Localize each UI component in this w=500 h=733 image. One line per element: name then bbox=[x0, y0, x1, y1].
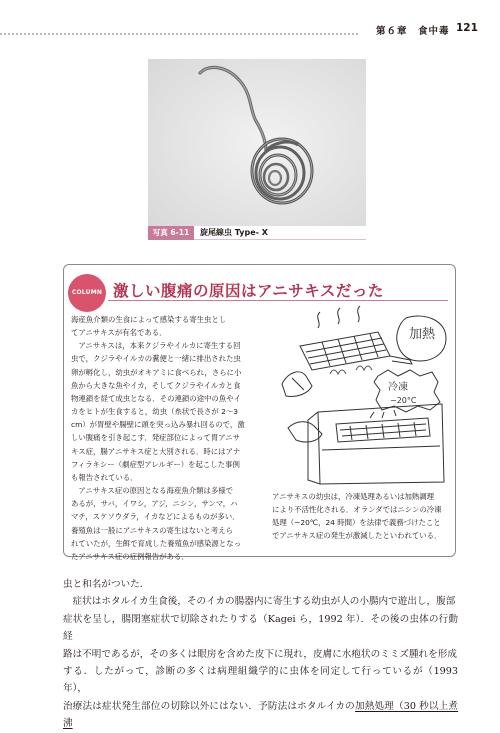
body-line: 路は不明であるが，その多くは眼房を含めた皮下に現れ，皮膚に水疱状のミミズ腫れを形成 bbox=[63, 648, 457, 660]
body-text bbox=[63, 576, 458, 733]
column-line: 海産魚介類の生食によって感染する寄生虫とし bbox=[71, 315, 227, 324]
column-line: cm）が胃壁や腸壁に頭を突っ込み暴れ回るので，激 bbox=[71, 420, 245, 430]
illus-caption-line: 処理（−20℃，24 時間）を法律で義務づけたこと bbox=[272, 518, 441, 528]
column-line: 物連鎖を経て成虫となる．その連鎖の途中の魚やイ bbox=[71, 393, 241, 403]
illustration-caption bbox=[272, 490, 450, 543]
column-line: キス症，腸アニサキス症と大別される．時にはアナ bbox=[71, 446, 241, 456]
body-underlined-text: 加熱処理（30 秒以上煮沸 bbox=[63, 700, 459, 730]
column-line: アニサキス症の原因となる海産魚介類は多様で bbox=[71, 486, 234, 496]
illus-temp-label: −20°C bbox=[390, 396, 417, 405]
body-line: 症状はホタルイカ生食後，そのイカの腸器内に寄生する幼虫が人の小腸内で遊出し，腹部 bbox=[63, 596, 456, 608]
body-line: 虫と和名がついた． bbox=[63, 579, 150, 590]
column-line: も報告されている． bbox=[71, 472, 138, 482]
column-line: 養殖魚は一般にアニサキスの寄生はないと考えら bbox=[71, 525, 234, 535]
column-line: れていたが，生餌で育成した養殖魚が感染源となっ bbox=[71, 538, 241, 548]
column-line: 魚から大きな魚やイカ，そしてクジラやイルカと食 bbox=[71, 380, 241, 390]
body-line-last bbox=[63, 698, 458, 733]
column-badge: COLUMN bbox=[68, 274, 106, 312]
body-line: する．したがって，診断の多くは病理組織学的に虫体を同定して行っているが（1993 年）， bbox=[63, 666, 458, 695]
body-line: 症状を呈し，腸閉塞症状で切除されたりする（Kagei ら，1992 年）．その後の虫体の行動経 bbox=[63, 613, 458, 643]
column-line: てアニサキスが有名である． bbox=[71, 328, 167, 338]
illus-freeze-label: 冷凍 bbox=[388, 382, 408, 393]
illus-caption-line: でアニサキス症の発生が激減したといわれている． bbox=[272, 531, 442, 541]
photo-caption-text: 旋尾線虫 Type- X bbox=[200, 228, 268, 237]
worm-photo bbox=[148, 59, 366, 226]
cooking-freezing-illustration bbox=[278, 312, 450, 484]
photo-caption bbox=[148, 226, 366, 240]
column-line: フィラキシー（劇症型アレルギー）を起こした事例 bbox=[71, 459, 240, 469]
illus-heat-label: 加熱 bbox=[409, 327, 436, 342]
column-line: アニサキスは，本来クジラやイルカに寄生する回 bbox=[71, 341, 241, 351]
illus-caption-line: により不活性化される．オランダではニシンの冷凍 bbox=[272, 505, 442, 515]
grill-icon bbox=[300, 306, 412, 370]
illus-caption-line: アニサキスの幼虫は，冷凍処理あるいは加熱調理 bbox=[272, 492, 435, 501]
column-title-rule bbox=[108, 300, 448, 301]
column-line: マチ，スケソウダラ，イカなどによるものが多い． bbox=[71, 512, 240, 522]
page-number: 121 bbox=[456, 22, 478, 34]
column-line: しい腹痛を引き起こす．発症部位によって胃アニサ bbox=[71, 433, 241, 443]
column-line: 卵が孵化し，幼虫がオキアミに食べられ，さらに小 bbox=[71, 367, 242, 377]
column-title: 激しい腹痛の原因はアニサキスだった bbox=[113, 282, 384, 300]
column-line: あるが，サバ，イワシ，アジ，ニシン，サンマ，ハ bbox=[71, 499, 238, 509]
column-line: たアニサキス症の症例報告がある． bbox=[71, 551, 189, 561]
column-text bbox=[71, 313, 271, 563]
body-last-text: 治療法は症状発生部位の切除以外にはない．予防法はホタルイカの bbox=[63, 700, 355, 712]
photo-caption-tag: 写真 6-11 bbox=[148, 226, 194, 240]
running-head: 第６章 食中毒 bbox=[376, 26, 450, 37]
column-line: 虫で，クジラやイルカの糞便と一緒に排出された虫 bbox=[71, 354, 241, 364]
column-line: カをヒトが生食すると，幼虫（糸状で長さが 2～3 bbox=[71, 407, 238, 417]
freezer-icon bbox=[308, 404, 444, 484]
header-dotted-rule bbox=[0, 33, 358, 35]
